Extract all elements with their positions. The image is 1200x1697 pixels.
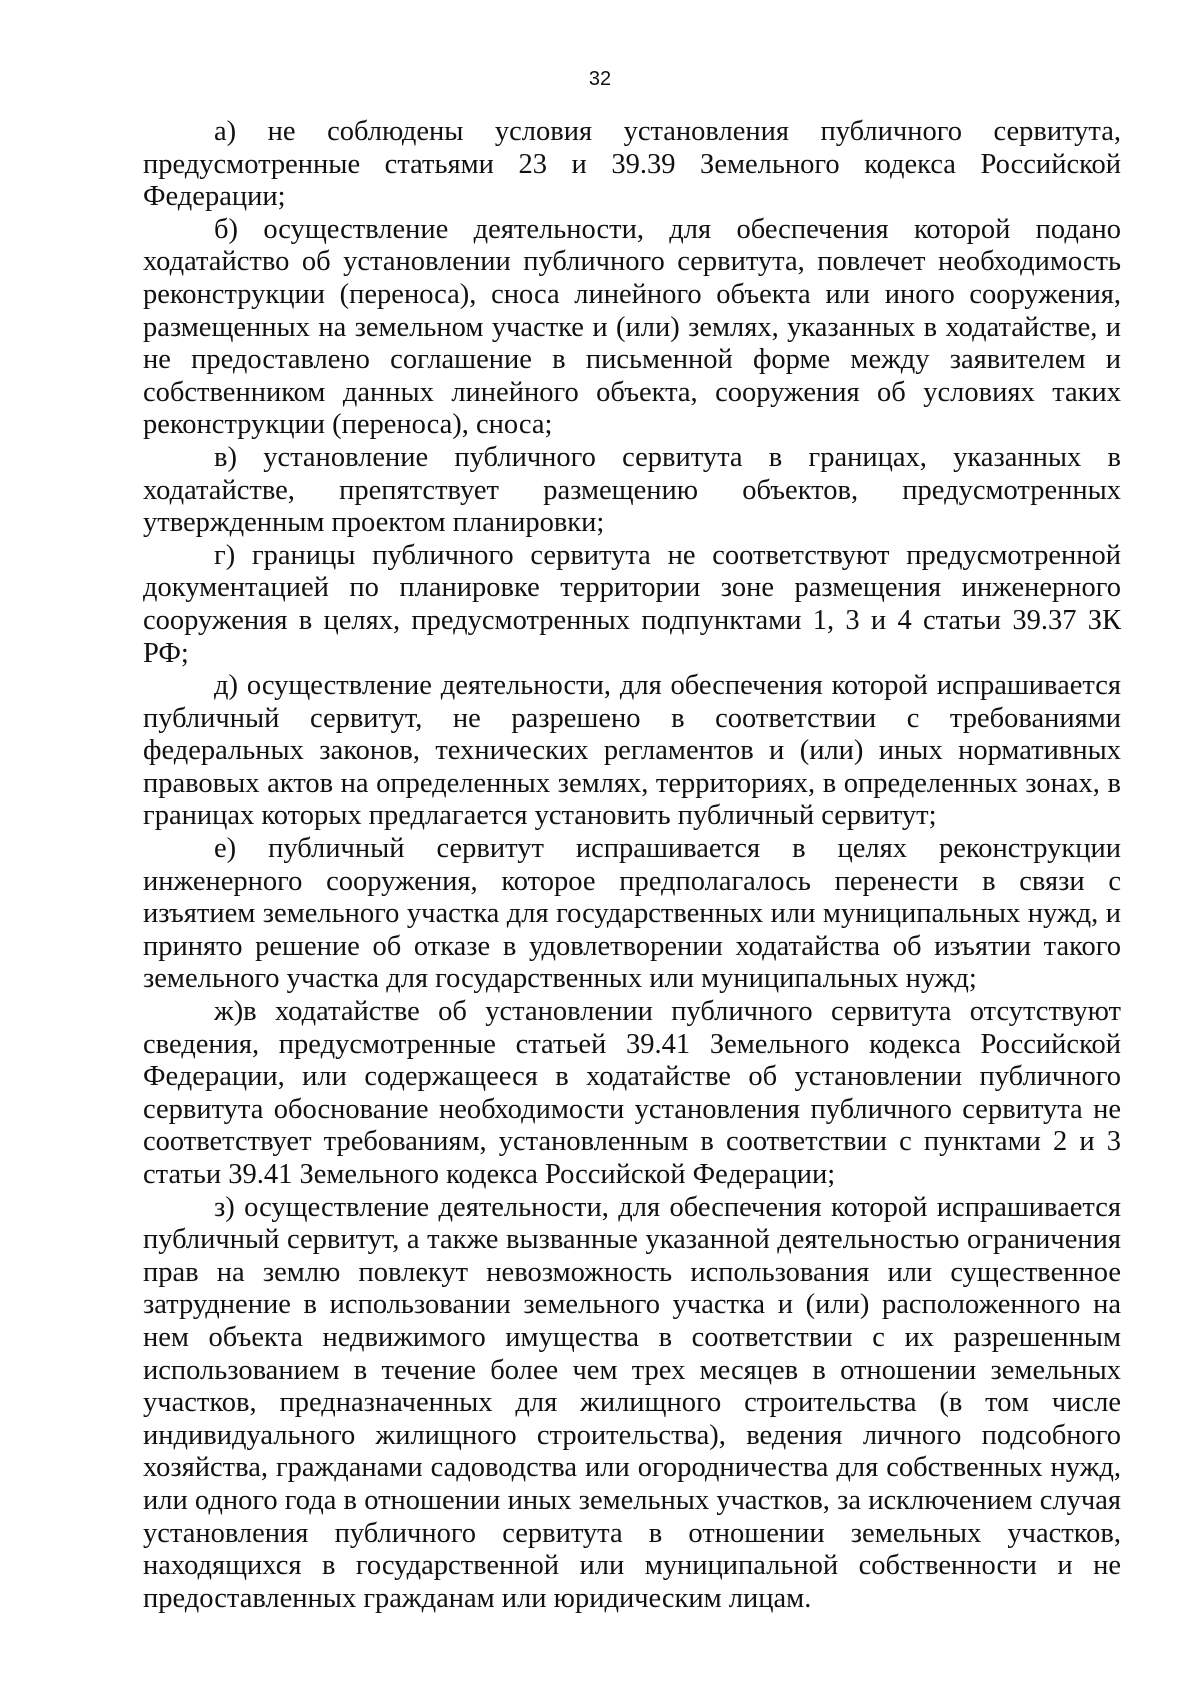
paragraph-b: б) осуществление деятельности, для обеспечения которой подано ходатайство об установлении публичного сервитута, повлечет необходимость реконструкции (переноса), сноса линейного объекта или иного сооружения, размещенных на земельном участке и (или) землях, указанных в ходатайстве, и не предоставлено соглашение в письменной форме между заявителем и собственником данных линейного объекта, сооружения об условиях таких реконструкции (переноса), сноса; [143, 213, 1121, 441]
page-number: 32 [588, 68, 612, 90]
paragraph-z: з) осуществление деятельности, для обеспечения которой испрашивается публичный сервитут, а также вызванные указанной деятельностью ограничения прав на землю повлекут невозможность использования или существенное затруднение в использовании земельного участка и (или) расположенного на нем объекта недвижимого имущества в соответствии с их разрешенным использованием в течение более чем трех месяцев в отношении земельных участков, предназначенных для жилищного строительства (в том числе индивидуального жилищного строительства), ведения личного подсобного хозяйства, гражданами садоводства или огородничества для собственных нужд, или одного года в отношении иных земельных участков, за исключением случая установления публичного сервитута в отношении земельных участков, находящихся в государственной или муниципальной собственности и не предоставленных гражданам или юридическим лицам. [143, 1191, 1121, 1614]
paragraph-zh: ж)в ходатайстве об установлении публичного сервитута отсутствуют сведения, предусмотренные статьей 39.41 Земельного кодекса Российской Федерации, или содержащееся в ходатайстве об установлении публичного сервитута обоснование необходимости установления публичного сервитута не соответствует требованиям, установленным в соответствии с пунктами 2 и 3 статьи 39.41 Земельного кодекса Российской Федерации; [143, 996, 1121, 1190]
paragraph-e: е) публичный сервитут испрашивается в целях реконструкции инженерного сооружения, которое предполагалось перенести в связи с изъятием земельного участка для государственных или муниципальных нужд, и принято решение об отказе в удовлетворении ходатайства об изъятии такого земельного участка для государственных или муниципальных нужд; [143, 833, 1121, 995]
paragraph-v: в) установление публичного сервитута в границах, указанных в ходатайстве, препятствует размещению объектов, предусмотренных утвержденным проектом планировки; [143, 441, 1121, 539]
document-body [143, 116, 1121, 1615]
paragraph-g: г) границы публичного сервитута не соответствуют предусмотренной документацией по планировке территории зоне размещения инженерного сооружения в целях, предусмотренных подпунктами 1, 3 и 4 статьи 39.37 ЗК РФ; [143, 539, 1121, 669]
paragraph-a: а) не соблюдены условия установления публичного сервитута, предусмотренные статьями 23 и 39.39 Земельного кодекса Российской Федерации; [143, 116, 1121, 213]
paragraph-d: д) осуществление деятельности, для обеспечения которой испрашивается публичный сервитут, не разрешено в соответствии с требованиями федеральных законов, технических регламентов и (или) иных нормативных правовых актов на определенных землях, территориях, в определенных зонах, в границах которых предлагается установить публичный сервитут; [143, 670, 1121, 832]
